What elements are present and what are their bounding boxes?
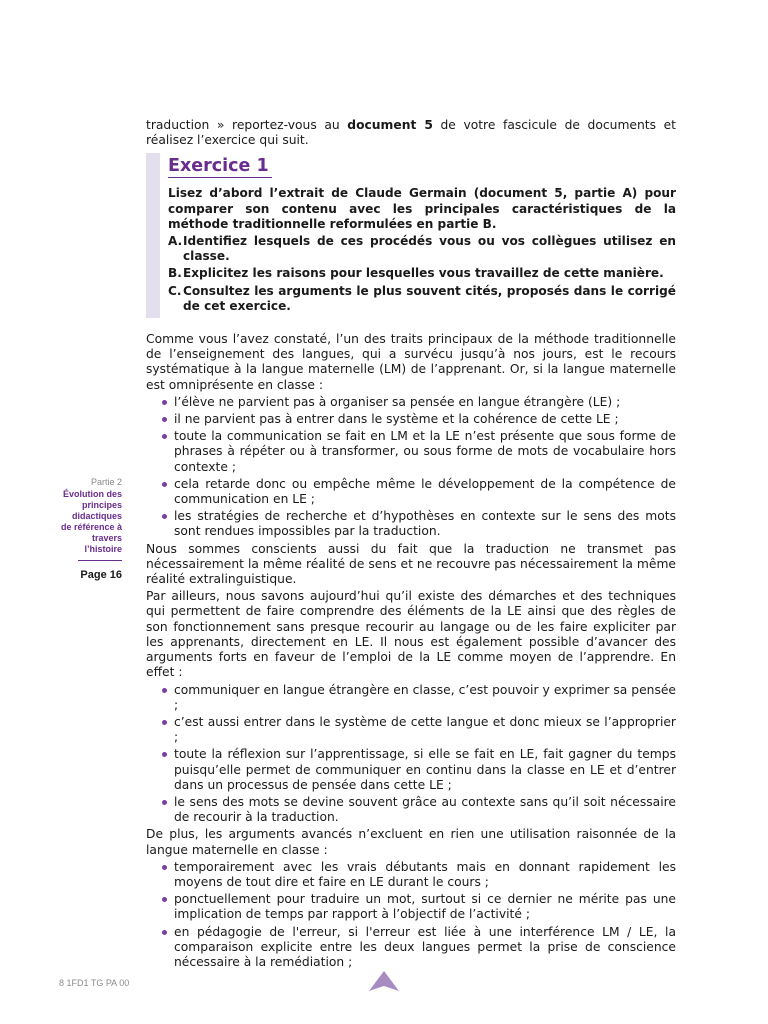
- list-item: [162, 429, 676, 475]
- bullet-list-3: [146, 860, 676, 970]
- up-triangle-shape: [368, 970, 400, 992]
- list-item: [162, 795, 676, 825]
- exercise-box: [146, 153, 676, 318]
- main-content: [146, 118, 676, 972]
- list-item-text: les stratégies de recherche et d’hypothèses en contexte sur le sens des mots sont rendues impossibles par la traduction.: [174, 509, 676, 539]
- sidebar-part-label: Partie 2: [90, 477, 122, 487]
- page-number: Page 16: [80, 569, 122, 581]
- body-paragraph-4: De plus, les arguments avancés n’excluent en rien une utilisation raisonnée de la langue maternelle en classe :: [146, 827, 676, 857]
- list-item: [162, 477, 676, 507]
- bullet-icon: [162, 400, 167, 405]
- intro-post: de votre fascicule de documents et réalisez l’exercice qui suit.: [146, 118, 676, 148]
- list-item-text: l’élève ne parvient pas à organiser sa pensée en langue étrangère (LE) ;: [174, 394, 621, 409]
- exercise-item-letter: B.: [168, 266, 182, 281]
- list-item-text: temporairement avec les vrais débutants mais en donnant rapidement les moyens de tout dire et faire en LE durant le cours ;: [174, 859, 676, 889]
- bullet-icon: [162, 514, 167, 519]
- list-item: [162, 747, 676, 793]
- list-item-text: en pédagogie de l'erreur, si l'erreur est liée à une interférence LM / LE, la comparaison explicite entre les deux langues permet la prise de conscience nécessaire à la remédiation ;: [174, 924, 676, 969]
- bullet-icon: [162, 930, 167, 935]
- list-item-text: il ne parvient pas à entrer dans le système et la cohérence de cette LE ;: [174, 412, 619, 427]
- list-item: [162, 395, 676, 410]
- list-item: [162, 509, 676, 539]
- sidebar: [60, 477, 122, 581]
- exercise-title: Exercice 1: [168, 155, 272, 178]
- up-triangle-icon[interactable]: [368, 970, 400, 992]
- list-item: [162, 683, 676, 713]
- bullet-icon: [162, 434, 167, 439]
- bullet-icon: [162, 800, 167, 805]
- sidebar-divider: [78, 560, 122, 561]
- list-item: [162, 412, 676, 427]
- exercise-side-bar: [146, 153, 160, 318]
- exercise-item: [168, 266, 676, 281]
- list-item: [162, 860, 676, 890]
- bullet-icon: [162, 688, 167, 693]
- exercise-body: [168, 186, 676, 314]
- intro-pre: traduction » reportez-vous au: [146, 118, 348, 132]
- exercise-item: [168, 234, 676, 264]
- list-item-text: c’est aussi entrer dans le système de cette langue et donc mieux se l’approprier ;: [174, 714, 676, 745]
- list-item-text: toute la réflexion sur l’apprentissage, si elle se fait en LE, fait gagner du temps puisqu’elle permet de communiquer en continu dans la classe en LE et d’entrer dans un processus de pensée dans cette LE ;: [174, 747, 676, 792]
- list-item-text: le sens des mots se devine souvent grâce au contexte sans qu’il soit nécessaire de recourir à la traduction.: [174, 794, 676, 825]
- list-item-text: toute la communication se fait en LM et la LE n’est présente que sous forme de phrases à répéter ou à transformer, ou sous forme de mots de vocabulaire hors contexte ;: [174, 429, 676, 474]
- bullet-icon: [162, 417, 167, 422]
- bullet-list-1: [146, 395, 676, 540]
- list-item: [162, 715, 676, 745]
- bullet-icon: [162, 720, 167, 725]
- bullet-icon: [162, 752, 167, 757]
- intro-bold: document 5: [347, 118, 433, 132]
- body-paragraph-3: Par ailleurs, nous savons aujourd’hui qu’il existe des démarches et des techniques qui permettent de faire comprendre des éléments de la LE ainsi que des règles de son fonctionnement sans presque recourir au langage ou de les faire expliciter par les apprenants, directement en LE. Il nous est également possible d’avancer des arguments forts en faveur de l’emploi de la LE comme moyen de l’apprendre. En effet :: [146, 589, 676, 680]
- exercise-item-text: Identifiez lesquels de ces procédés vous ou vos collègues utilisez en classe.: [183, 234, 676, 264]
- list-item: [162, 892, 676, 922]
- bullet-list-2: [146, 683, 676, 826]
- exercise-item: [168, 284, 676, 314]
- exercise-item-letter: C.: [168, 283, 182, 298]
- exercise-item-text: Consultez les arguments le plus souvent cités, proposés dans le corrigé de cet exercice.: [183, 283, 676, 313]
- list-item-text: communiquer en langue étrangère en classe, c’est pouvoir y exprimer sa pensée ;: [174, 682, 676, 712]
- exercise-lead: Lisez d’abord l’extrait de Claude Germain (document 5, partie A) pour comparer son contenu avec les principales caractéristiques de la méthode traditionnelle reformulées en partie B.: [168, 186, 676, 231]
- body-paragraph-1: Comme vous l’avez constaté, l’un des traits principaux de la méthode traditionnelle de l’enseignement des langues, qui a survécu jusqu’à nos jours, est le recours systématique à la langue maternelle (LM) de l’apprenant. Or, si la langue maternelle est omniprésente en classe :: [146, 332, 676, 392]
- exercise-item-text: Explicitez les raisons pour lesquelles vous travaillez de cette manière.: [183, 266, 664, 281]
- list-item-text: ponctuellement pour traduire un mot, surtout si ce dernier ne mérite pas une implication de temps par rapport à l’objectif de l’activité ;: [174, 892, 676, 922]
- intro-paragraph: [146, 118, 676, 148]
- bullet-icon: [162, 865, 167, 870]
- sidebar-part-title: Évolution des principes didactiques de référence à travers l’histoire: [60, 489, 122, 554]
- list-item: [162, 925, 676, 971]
- body-paragraph-2: Nous sommes conscients aussi du fait que la traduction ne transmet pas nécessairement la même réalité de sens et ne recouvre pas nécessairement la même réalité extralinguistique.: [146, 541, 676, 587]
- exercise-item-letter: A.: [168, 234, 183, 249]
- document-code: 8 1FD1 TG PA 00: [59, 978, 130, 988]
- bullet-icon: [162, 897, 167, 902]
- list-item-text: cela retarde donc ou empêche même le développement de la compétence de communication en LE ;: [174, 476, 676, 507]
- bullet-icon: [162, 482, 167, 487]
